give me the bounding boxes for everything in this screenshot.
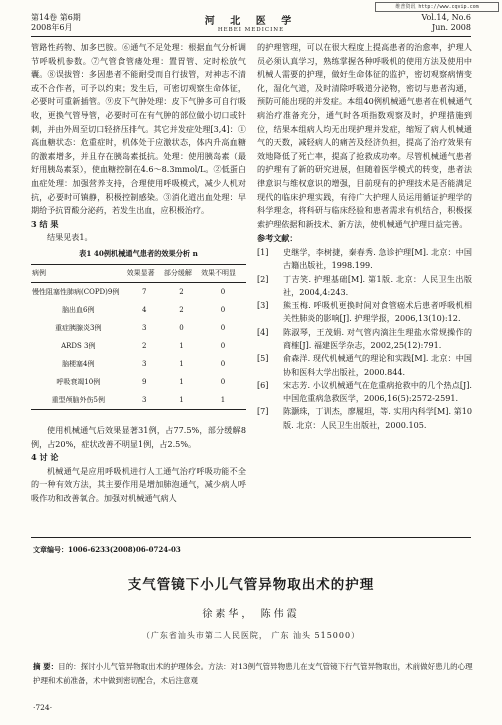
table-cell: 0 bbox=[220, 359, 226, 368]
watermark-stamp: 维普资讯 http://www.cqvip.com bbox=[375, 2, 499, 12]
reference-number: [6] bbox=[257, 379, 269, 390]
reference-number: [4] bbox=[257, 326, 269, 337]
table-cell: 0 bbox=[179, 323, 184, 332]
article-title: 支气管镜下小儿气管异物取出术的护理 bbox=[127, 577, 375, 593]
reference-number: [3] bbox=[257, 300, 269, 311]
page-number: ·724· bbox=[33, 703, 53, 712]
header-date-en: Jun. 2008 bbox=[432, 23, 471, 32]
table-cell: 0 bbox=[220, 305, 226, 314]
table-cell: 7 bbox=[141, 287, 147, 296]
journal-subtitle: HEBEI MEDICINE bbox=[217, 27, 285, 33]
table-header-row bbox=[31, 264, 246, 283]
reference-text: 陈淑琴，王茂娟. 对气管内滴注生理盐水常规操作的商榷[J]. 福建医学杂志，2002,25(12):791. bbox=[283, 326, 472, 350]
reference-number: [1] bbox=[257, 246, 269, 257]
table-cell: 1 bbox=[200, 391, 246, 410]
table-cell: 2 bbox=[179, 305, 184, 314]
journal-title: 河 北 医 学 bbox=[204, 16, 298, 27]
table-cell: 3 bbox=[141, 323, 147, 332]
table-row bbox=[31, 337, 246, 355]
article-authors: 徐素华， 陈伟霞 bbox=[202, 609, 300, 620]
col-header-case: 病例 bbox=[31, 264, 126, 283]
reference-text: 陈灏珠，丁训杰，廖履坦，等. 实用内科学[M]. 第10版. 北京：人民卫生出版社，2000.105. bbox=[283, 406, 472, 430]
discussion-continued: 的护理管理，可以在很大程度上提高患者的治愈率，护理人员必须认真学习，熟练掌握各种呼吸机的使用方法及使用中机械人需要的护理，做好生命体征的监护，密切观察病情变化，湿化气道，及时清除呼吸道分泌物，密切与患者沟通，预防可能出现的并发症。本组40例机械通气患者在机械通气病治疗准备充分，通气时各项指数观察及时，护理措施到位，结果本组病人均无出现护理并发症，缩短了病人机械通气的天数，减轻病人的痛苦及经济负担，提高了治疗效果有效地降低了死亡率，提高了抢救成功率。尽管机械通气患者的护理有了新的研究进展，但随着医学模式的转变，患者法律意识与维权意识的增强，目前现有的护理技术是否能满足现代的临床护理实践，有待广大护理人员运用循证护理学的科学理念，将科研与临床经验和患者需求有机结合，积极探索护理依据和新技术、新方法，使机械通气护理日益完善。 bbox=[257, 42, 472, 229]
reference-item bbox=[257, 299, 472, 326]
header-right bbox=[421, 13, 471, 33]
results-text: 结果见表1。 bbox=[47, 232, 93, 243]
reference-item bbox=[257, 273, 472, 300]
table-cell: 9 bbox=[141, 377, 147, 386]
table-cell: 0 bbox=[220, 287, 226, 296]
reference-text: 宋志芳. 小议机械通气在危重病抢救中的几个热点[J]. 中国危重病急救医学，2006,16(5):2572-2591. bbox=[283, 379, 472, 404]
reference-number: [5] bbox=[257, 353, 269, 364]
results-heading: 3 结 果 bbox=[31, 218, 59, 229]
table-row bbox=[31, 355, 246, 373]
table-cell: 3 bbox=[126, 391, 163, 410]
header-rule bbox=[31, 36, 471, 37]
table-cell: 1 bbox=[179, 359, 184, 368]
article-affiliation: （广东省汕头市第二人民医院， 广东 汕头 515000） bbox=[141, 631, 361, 640]
reference-number: [7] bbox=[257, 406, 269, 417]
table-cell: 1 bbox=[179, 377, 184, 386]
reference-text: 史继学，李树捷，秦春秀. 急诊护理[M]. 北京：中国古籍出版社，1998.199. bbox=[283, 246, 472, 271]
table-cell: 重症胰腺炎3例 bbox=[55, 323, 102, 332]
left-column bbox=[31, 41, 246, 506]
table-cell: 慢性阻塞性肺病(COPD)9例 bbox=[32, 287, 120, 296]
col-header-significant: 效果显著 bbox=[126, 264, 163, 283]
table-cell: 0 bbox=[220, 377, 226, 386]
table-cell: 2 bbox=[179, 287, 184, 296]
table-caption: 表1 40例机械通气患者的效果分析 n bbox=[79, 248, 198, 258]
reference-text: 丁吉笑. 护理基础[M]. 第1版. 北京：人民卫生出版社，2004,4:243. bbox=[283, 273, 472, 297]
results-summary: 使用机械通气后效果显著31例，占77.5%，部分缓解8例，占20%，症状改善不明显1例，占2.5%。 bbox=[31, 425, 246, 449]
table-cell: 4 bbox=[141, 305, 147, 314]
efficacy-table bbox=[31, 264, 246, 411]
reference-text: 熊玉梅. 呼吸机更换时间对食管癌术后患者呼吸机相关性肺炎的影响[J]. 护理学报，2006,13(10):12. bbox=[283, 300, 472, 324]
col-header-partial: 部分缓解 bbox=[163, 264, 200, 283]
complication-text: 管路性药物、加多巴胺。⑥通气不足处理：根据血气分析调节呼吸机参数。⑦气管食管瘘处理：置胃管、定时松放气囊。⑧误拔管：多因患者不能耐受而自行拔管，对神志不清或不合作者，可予以约束；发生后，可密切观察生命体征，必要时可重新插管。⑨皮下气肿处理：皮下气肿多可自行吸收，更换气管导管，必要时可在有气肿的部位做小切口或针刺，并由外周至切口轻挤压排气。其它并发症处理[3,4]：①高血糖状态：危重症时，机体处于应激状态，体内升高血糖的激素增多，并且存在胰岛素抵抗。处理：使用胰岛素（最好用胰岛素泵），使血糖控制在4.6～8.3mmol/L。②低蛋白血症处理：加强营养支持，合理使用呼吸模式，减少人机对抗，必要时可镇静，积极控制感染。③消化道出血处理：早期给予抗胃酸分泌药，若发生出血，应积极治疗。 bbox=[31, 42, 246, 216]
header-volume: 第14卷 第6期 bbox=[31, 13, 81, 22]
reference-list bbox=[257, 246, 472, 432]
abstract-text: 目的：探讨小儿气管异物取出术的护理体会。方法：对13例气管异物患儿在支气管镜下行气管异物取出，术前做好患儿的心理护理和术前准备，术中做到密切配合，术后注意观 bbox=[33, 662, 473, 685]
reference-number: [2] bbox=[257, 273, 269, 284]
table-row bbox=[31, 373, 246, 391]
table-cell: 2 bbox=[141, 341, 147, 350]
abstract bbox=[33, 660, 473, 688]
table-cell: 1 bbox=[179, 341, 184, 350]
reference-item bbox=[257, 246, 472, 273]
abstract-label: 摘 要： bbox=[33, 662, 59, 671]
reference-text: 俞森洋. 现代机械通气的理论和实践[M]. 北京：中国协和医科大学出版社，2000.844. bbox=[283, 353, 472, 377]
col-header-none: 效果不明显 bbox=[200, 264, 246, 283]
table-cell: 3 bbox=[141, 359, 147, 368]
header-date: 2008年6月 bbox=[31, 23, 73, 32]
table-cell: 脑梗塞4例 bbox=[62, 359, 95, 368]
right-column bbox=[257, 41, 472, 432]
discussion-heading: 4 讨 论 bbox=[31, 452, 59, 463]
reference-item bbox=[257, 379, 472, 406]
table-cell: 0 bbox=[220, 323, 226, 332]
references-heading: 参考文献： bbox=[257, 233, 298, 244]
table-cell: 1 bbox=[163, 391, 200, 410]
reference-item bbox=[257, 352, 472, 379]
results-table bbox=[31, 247, 246, 410]
table-cell: 呼吸衰竭10例 bbox=[56, 377, 101, 386]
table-row bbox=[31, 283, 246, 302]
reference-item bbox=[257, 405, 472, 432]
table-cell: 重型颅脑外伤5例 bbox=[31, 391, 126, 410]
table-row bbox=[31, 319, 246, 337]
table-row bbox=[31, 301, 246, 319]
table-cell: ARDS 3例 bbox=[61, 341, 96, 350]
table-row bbox=[31, 391, 246, 410]
reference-item bbox=[257, 326, 472, 353]
article-number: 文章编号：1006-6233(2008)06-0724-03 bbox=[33, 545, 181, 554]
table-cell: 脑出血6例 bbox=[62, 305, 95, 314]
discussion-text: 机械通气是应用呼吸机进行人工通气治疗呼吸功能不全的一种有效方法，其主要作用是增加肺泡通气，减少病人呼吸作功和改善氧合。加强对机械通气病人 bbox=[31, 465, 246, 504]
article-separator bbox=[31, 537, 471, 538]
header-volume-en: Vol.14, No.6 bbox=[421, 13, 471, 22]
table-cell: 0 bbox=[220, 341, 226, 350]
